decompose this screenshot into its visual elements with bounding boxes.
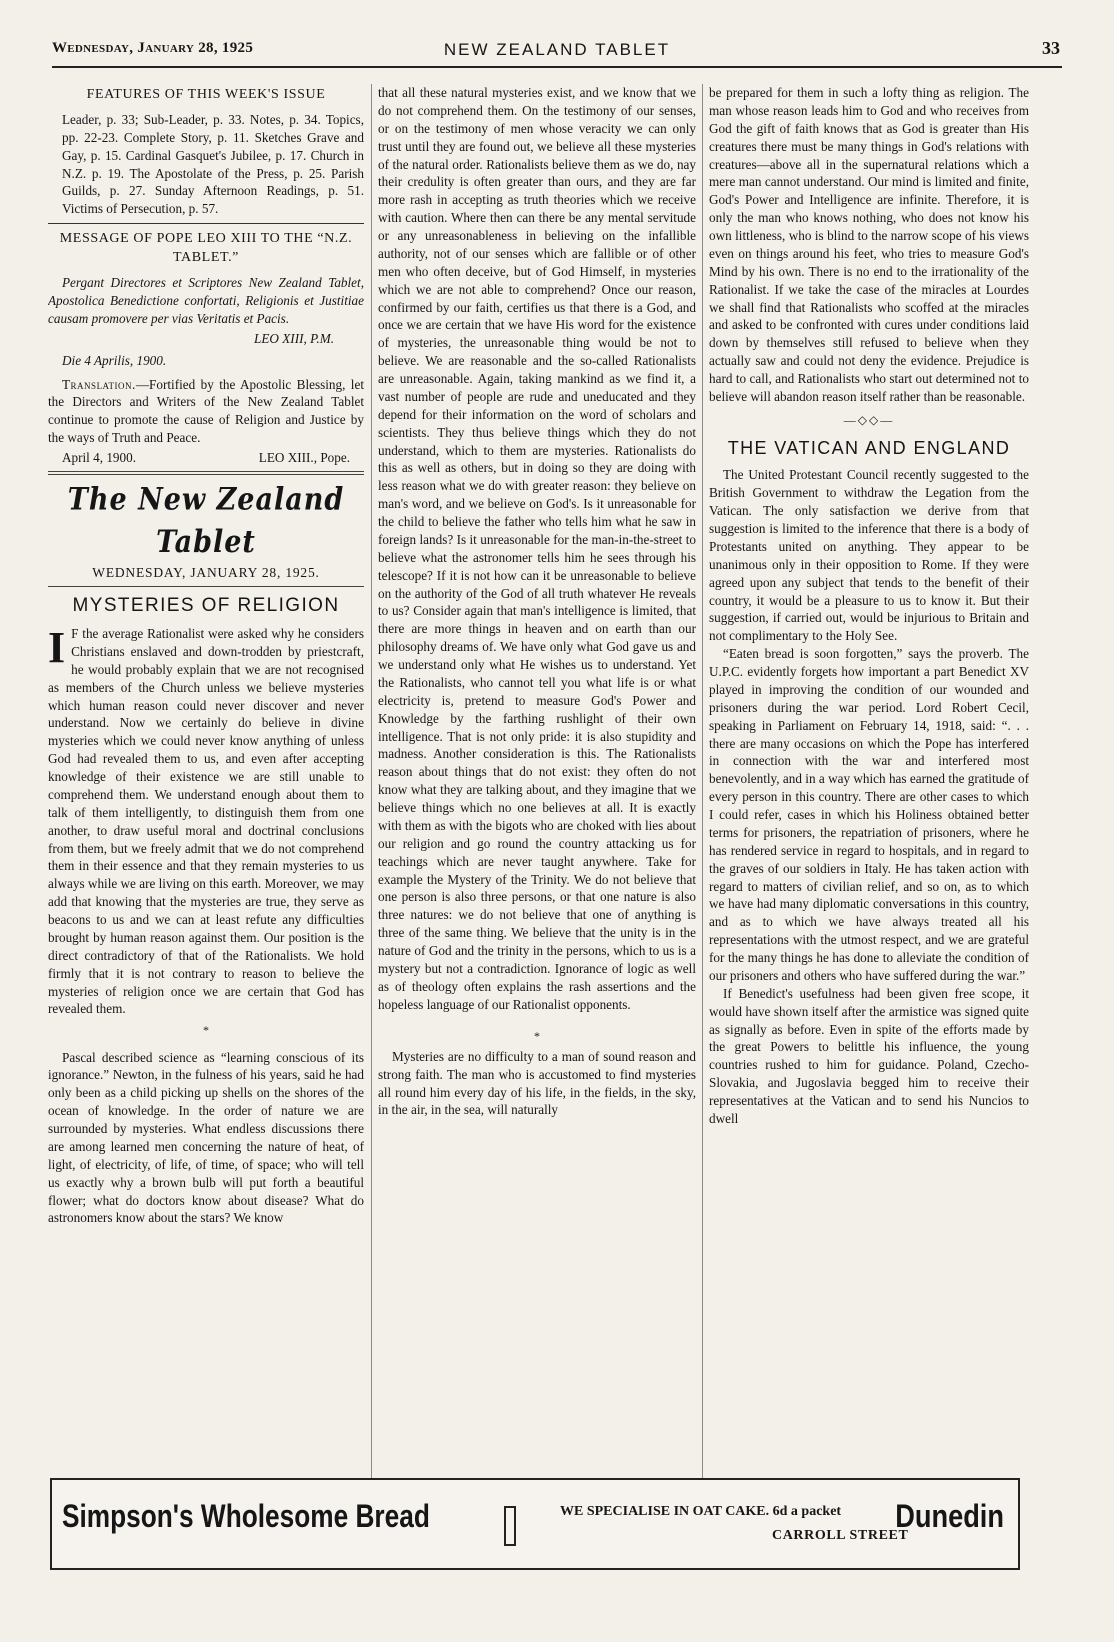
column-rule: [371, 84, 372, 1554]
latin-date: Die 4 Aprilis, 1900.: [62, 352, 167, 368]
message-date: April 4, 1900.: [62, 450, 136, 466]
mysteries-para-4: Mysteries are no difficulty to a man of sound reason and strong faith. The man who is accustomed to find mysteries all round him every day of his life, in the fields, in the sky, in the air, in the sea, will naturally: [378, 1048, 696, 1118]
column-1: [48, 84, 364, 1544]
mysteries-para-2: Pascal described science as “learning conscious of its ignorance.” Newton, in the fulness of his years, said he had only been as a child picking up shells on the shores of the ocean of knowledge. In the order of nature we are surrounded by mysteries. What endless discussions there are among learned men concerning the nature of heat, of light, of electricity, of life, of time, of space; who will tell us exactly why a brown bulb will put forth a beautiful flower; what do doctors know about disease? What do astronomers know about the stars? We know: [48, 1049, 364, 1226]
column-rule: [702, 84, 703, 1554]
message-date-line: [48, 449, 364, 467]
latin-signature: LEO XIII, P.M.: [254, 330, 334, 346]
mysteries-title: MYSTERIES OF RELIGION: [72, 595, 340, 617]
masthead: [52, 38, 1062, 68]
translation-text: —Fortified by the Apostolic Blessing, let the Directors and Writers of the New Zealand Tablet continue to promote the cause of Religion and Justice by the ways of Truth and Peace.: [48, 376, 364, 446]
ad-city: Dunedin: [895, 1498, 1004, 1534]
mysteries-para-5: be prepared for them in such a lofty thing as religion. The man whose reason leads him to God and who receives from God the gift of faith knows that as God is greater than His creatures there must be many things in God's relations with creatures—above all in the supernatural relations which a mere man cannot understand. Our mind is limited and finite, God's Power and Intelligence are infinite. Therefore, it is only the man who knows nothing, who does not know his own littleness, who is blind to the narrow scope of his views even on things around his feet, who tries to measure God's Mind by his own. There is no end to the irrationality of the Rationalist. If we take the case of the miracles at Lourdes we shall find that Rationalists who scoffed at the miracles and asked to be confronted with cures under conditions laid down by themselves still refused to believe when they actually saw and could not deny the evidence. Prejudice is hard to call, and Rationalists who start out determined not to believe will abandon reason itself rather than be reasonable.: [709, 85, 1029, 404]
vatican-para-1: The United Protestant Council recently suggested to the British Government to withdraw the Legation from the Vatican. The only satisfaction we derive from that suggestion is limited to the inference that there is a body of Protestants united on anything. They appear to be unanimous only in their opposition to Rome. If they were agreed upon any subject that tends to the benefit of their country, it would be a pleasure to us to know it. But their suggestion, if carried out, would be injurious to Britain and not complimentary to the Holy See.: [709, 467, 1029, 644]
ad-bread-name: Simpson's Wholesome Bread: [62, 1498, 430, 1534]
mysteries-para-3: that all these natural mysteries exist, and we know that we do not comprehend them. On the testimony of our senses, or on the testimony of men whose veracity we can only trust until they are found out, we believe all these mysteries of the natural order. Rationalists believe them as we do, nay their credulity is often greater than ours, and they are far more rash in accepting as truth theories which we receive with caution. Where then can there be any mental servitude or any unreasonableness in believing on the infallible authority, not of our senses which are fallible or of other men who often deceive, but of God Himself, in mysteries which we are not able to comprehend? Once our reason, confirmed by our faith, certifies us that there is a God, and once we are certain that we have His word for the existence of mysteries, the unreasonable thing would be not to believe. We are reasonable and the so-called Rationalists are unreasonable. Again, taking mankind as we find it, a vast number of people are rude and uneducated and they depend for their information on the word of scholars and scientists. They thus believe things which they do not understand, which to them are mysteries. Rationalists do this as well as others, but in doing so they are doing with less reason what we do with greater reason: they believe on man's word, and we believe on God's. Is it unreasonable for the child to believe the father who tells him what he saw in foreign lands? Is it unreasonable for the man-in-the-street to believe what the astronomer tells him he sees through his telescope? If it is not how can it be unreasonable to believe on the authority of the God of all truth whatever He reveals to us? Consider again that man's intelligence is limited, that there are more things in heaven and on earth than our philosophy dreams of. We have only what God gave us and we understand only what He wishes us to understand. Yet the Rationalists, who cannot tell you what life is or what electricity is, pretend to measure God's Power and Knowledge by the farthing rushlight of their own intelligence. That is not only pride: it is also stupidity and madness. Another consideration is this. The Rationalists reason about things that do not exist: they often do not know what they are talking about, and they imagine that we believe things which no one believes at all. It is exactly with them as with the bigots who are choked with lies about our religion and go round the country attacking us for teachings which are never taught anywhere. Take for example the Mystery of the Trinity. We do not believe that one person is also three persons, or that one nature is also three natures: we do not believe that one of anything is three of the same thing. We believe that the unity is in the nature of God and the trinity in the persons, which to us is a mystery but not a contradiction. Ignorance of logic as well as of theology often explains the rash assertions and the hopeless language of our Rationalist opponents.: [378, 85, 696, 1012]
mysteries-para-1-text: F the average Rationalist were asked why he considers Christians enslaved and down-trodden by priestcraft, he would probably explain that we are not recognised as members of the Church unless we believe mysteries which human reason could never discover and never understand. Now we certainly do believe in divine mysteries which we could never know anything of unless God had revealed them to us, and even after accepting knowledge of their existence we are still unable to comprehend them. We understand enough about them to talk of them intelligently, to distinguish them from one another, to draw useful moral and doctrinal conclusions from them, but we freely admit that we do not comprehend them in their essence and that they remain mysteries to us always while we are living on this earth. Moreover, we may add that knowing that the mysteries are true, they serve as beacons to us and we can at least refute any difficulties brought by human reason against them. Our position is the direct contradictory of that of the Rationalists. We hold firmly that it is not contrary to reason to believe the mysteries of religion once we are certain that God has revealed them.: [48, 626, 364, 1017]
newspaper-name: NEW ZEALAND TABLET: [443, 40, 671, 59]
issue-date-header: Wednesday, January 28, 1925: [52, 40, 254, 56]
message-title: MESSAGE OF POPE LEO XIII TO THE “N.Z. TABLET.”: [59, 231, 353, 266]
vatican-para-3: If Benedict's usefulness had been given free scope, it would have shown itself after the armistice was signed quite as signally as before. Even in spite of the efforts made by the great Powers to belittle his influence, the young countries rushed to him for guidance. Poland, Czecho-Slovakia, and Jugoslavia begged him to receive their representatives at the Vatican and to send his Nuncios to dwell: [709, 985, 1029, 1126]
vatican-para-2: “Eaten bread is soon forgotten,” says the proverb. The U.P.C. evidently forgets how important a part Benedict XV played in improving the condition of our wounded and prisoners during the war period. Lord Robert Cecil, speaking in Parliament on February 14, 1918, said: “. . . there are many occasions on which the Pope has interfered in connection with the war and interfered most benevolently, and in a way which has earned the gratitude of every person in this country. There are other cases to which I could refer, cases in which his Holiness obtained better terms for prisoners, the repatriation of prisoners, where he has rendered service in regard to hospitals, and in regard to the graves of our soldiers in Italy. He has taken action with regard to matters of civilian relief, and so on, as to which we have had many diplomatic conversations in this country, and as to which we have always treated all his representations with the utmost respect, and we are grateful for the many things he has done to alleviate the condition of our prisoners and others who have suffered during the war.”: [709, 646, 1029, 983]
column-3: [709, 84, 1029, 1544]
features-title: FEATURES OF THIS WEEK'S ISSUE: [86, 87, 326, 102]
drop-cap: I: [48, 623, 66, 673]
ad-specialty: WE SPECIALISE IN OAT CAKE. 6d a packet: [560, 1504, 842, 1519]
section-separator: —◇◇—: [843, 412, 895, 427]
bread-advertisement: [50, 1478, 1020, 1570]
message-signature: LEO XIII., Pope.: [258, 450, 350, 466]
newspaper-logo: The New Zealand Tablet: [67, 481, 345, 560]
column-2: [378, 84, 696, 1544]
page-number: 33: [1042, 38, 1060, 58]
divider: [48, 586, 364, 587]
section-asterisk: *: [203, 1023, 209, 1038]
issue-date-line: WEDNESDAY, JANUARY 28, 1925.: [92, 565, 320, 581]
translation: [48, 376, 364, 448]
bread-icon: [504, 1506, 516, 1546]
ad-street: CARROLL STREET: [772, 1528, 909, 1543]
translation-label: Translation.: [62, 376, 136, 392]
mysteries-para-1: [48, 625, 364, 1018]
divider: [48, 471, 364, 475]
vatican-title: THE VATICAN AND ENGLAND: [727, 438, 1011, 458]
divider: [48, 223, 364, 224]
latin-message: Pergant Directores et Scriptores New Zealand Tablet, Apostolica Benedictione confortati, Religionis et Justitiae causam promovere per vias Veritatis et Pacis.: [48, 275, 364, 326]
section-asterisk: *: [534, 1028, 540, 1043]
features-text: Leader, p. 33; Sub-Leader, p. 33. Notes, p. 34. Topics, pp. 22-23. Complete Story, p. 11. Sketches Grave and Gay, p. 15. Cardinal Gasquet's Jubilee, p. 17. Church in N.Z. p. 19. The Apostolate of the Press, p. 25. Parish Guilds, p. 27. Sunday Afternoon Readings, p. 51. Victims of Persecution, p. 57.: [62, 111, 364, 217]
